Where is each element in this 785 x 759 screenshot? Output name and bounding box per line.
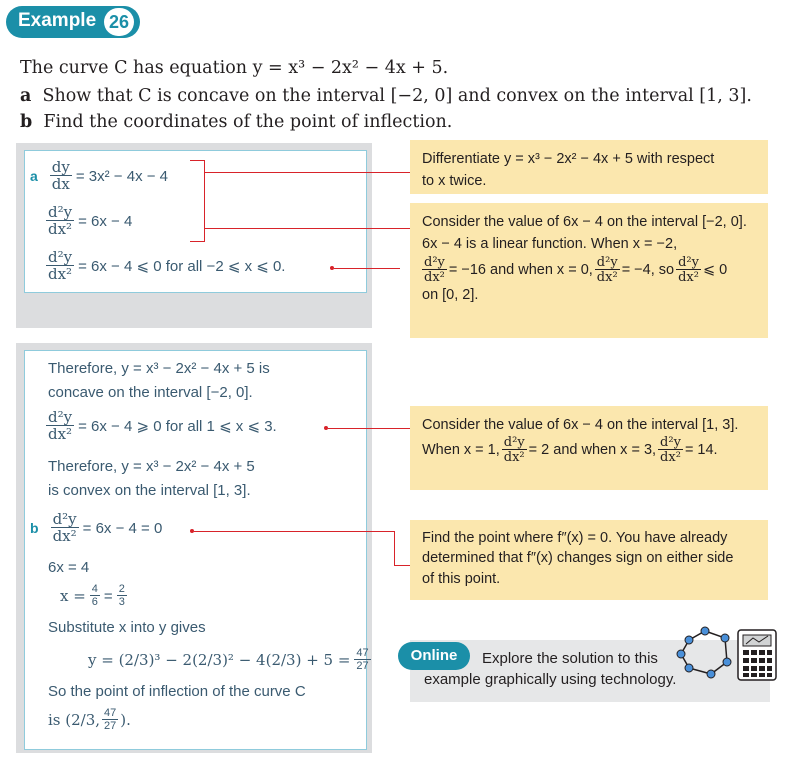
- work-line-4: [46, 410, 277, 442]
- convex-line: is convex on the interval [1, 3].: [48, 482, 251, 499]
- polygon-vertex: [707, 670, 715, 678]
- leader-note-2: [204, 228, 410, 229]
- work-line-5: [30, 512, 162, 544]
- solve-6x: 6x = 4: [48, 559, 90, 576]
- part-a-label: a: [20, 86, 32, 106]
- d2y-numerator: d²y: [678, 254, 699, 270]
- polygon-vertex: [721, 634, 729, 642]
- polygon-vertex: [685, 636, 693, 644]
- inflection-y-fraction: [102, 708, 118, 732]
- line1-rhs: = 3x² − 4x − 4: [75, 167, 169, 185]
- note3-frac-a: [502, 436, 527, 464]
- part-a-text: Show that C is concave on the interval [−2, 0] and convex on the interval [1, 3].: [42, 86, 752, 106]
- note2-line1: Consider the value of 6x − 4 on the interval [−2, 0].: [422, 214, 747, 230]
- den-27: 27: [104, 720, 117, 732]
- y-expression: y = (2/3)³ − 2(2/3)² − 4(2/3) + 5 =: [88, 651, 351, 669]
- note2-part3: ⩽ 0: [702, 261, 728, 278]
- x-prefix: x =: [60, 587, 86, 605]
- den-3: 3: [118, 596, 125, 608]
- note4-line3: of this point.: [422, 570, 501, 587]
- note2-line2: 6x − 4 is a linear function. When x = −2,: [422, 236, 678, 253]
- note3-line1: Consider the value of 6x − 4 on the interval [1, 3].: [422, 417, 739, 433]
- question-part-a: [20, 86, 752, 106]
- leader-note-1: [204, 172, 410, 173]
- dy-numerator: dy: [51, 158, 70, 176]
- d2y-numerator: d²y: [596, 254, 618, 270]
- note1-line2: to x twice.: [422, 173, 487, 190]
- dx2-denominator: dx²: [660, 450, 681, 466]
- result-fraction: [354, 648, 370, 672]
- conclusion-prefix: is (2/3,: [48, 711, 101, 729]
- leader-note-4: [394, 565, 410, 566]
- online-text-2: example graphically using technology.: [424, 671, 677, 688]
- note2-line3: [422, 256, 756, 284]
- dx2-denominator: dx²: [424, 269, 445, 285]
- note2-part1: = −16 and when x = 0,: [448, 261, 593, 278]
- polygon-vertex: [677, 650, 685, 658]
- working-a-label: a: [30, 168, 38, 184]
- num-4: 4: [91, 583, 98, 595]
- note-inflection: [410, 520, 768, 600]
- note2-frac-a: [422, 256, 447, 284]
- equals-sign: =: [103, 587, 113, 605]
- conclusion-line-1: So the point of inflection of the curve C: [48, 683, 306, 700]
- num-2: 2: [118, 583, 125, 595]
- d2y-numerator: d²y: [660, 435, 681, 451]
- conclusion-line-2: [48, 708, 131, 732]
- four-sixths: [90, 584, 100, 608]
- line2-rhs: = 6x − 4: [78, 212, 133, 230]
- note2-part2: = −4, so: [621, 261, 675, 278]
- dx2-denominator: dx²: [678, 269, 699, 285]
- online-text-1: Explore the solution to this: [482, 650, 658, 667]
- leader-line-5: [194, 531, 394, 532]
- note3-prefix: When x = 1,: [422, 442, 500, 459]
- work-line-2: [46, 205, 132, 237]
- line5-rhs: = 6x − 4 = 0: [82, 519, 163, 537]
- d2y-numerator: d²y: [48, 203, 73, 221]
- work-line-3: [46, 250, 285, 282]
- dx2-denominator: dx²: [52, 527, 77, 545]
- polygon-vertex: [685, 664, 693, 672]
- dx2-denominator: dx²: [596, 269, 618, 285]
- num-47: 47: [356, 647, 369, 659]
- dx2-denominator: dx²: [48, 425, 73, 443]
- polygon-vertex: [701, 627, 709, 635]
- bracket-line-1-2: [190, 160, 205, 242]
- concave-line: concave on the interval [−2, 0].: [48, 384, 253, 401]
- conclusion-suffix: ).: [120, 711, 131, 729]
- example-number: 26: [104, 8, 134, 36]
- d2y-dx2-fraction: [46, 410, 74, 442]
- therefore-line-1: Therefore, y = x³ − 2x² − 4x + 5 is: [48, 360, 270, 377]
- two-thirds: [117, 584, 127, 608]
- note2-line4: on [0, 2].: [422, 286, 479, 303]
- note-convex: [410, 406, 768, 490]
- d2y-numerator: d²y: [48, 248, 73, 266]
- line3-rhs: = 6x − 4 ⩽ 0 for all −2 ⩽ x ⩽ 0.: [78, 258, 286, 275]
- online-badge[interactable]: Online: [398, 642, 470, 670]
- part-b-text: Find the coordinates of the point of inflection.: [43, 112, 453, 132]
- substitute-line: Substitute x into y gives: [48, 619, 206, 636]
- example-label: Example: [18, 10, 97, 31]
- part-b-label: b: [20, 112, 33, 132]
- leader-note-3: [328, 428, 410, 429]
- note1-line1: Differentiate y = x³ − 2x² − 4x + 5 with respect: [422, 151, 715, 167]
- d2y-dx2-fraction: [46, 205, 74, 237]
- line4-rhs: = 6x − 4 ⩾ 0 for all 1 ⩽ x ⩽ 3.: [78, 418, 277, 435]
- d2y-dx2-fraction: [51, 512, 79, 544]
- note4-line1: Find the point where f″(x) = 0. You have already: [422, 530, 728, 546]
- d2y-numerator: d²y: [503, 435, 525, 451]
- y-evaluation: [88, 648, 371, 672]
- note-differentiate: [410, 140, 768, 194]
- note-concave: [410, 203, 768, 338]
- note3-frac-b: [658, 436, 683, 464]
- work-line-1: [30, 160, 168, 192]
- d2y-dx2-fraction: [46, 250, 74, 282]
- d2y-numerator: d²y: [424, 254, 445, 270]
- question-intro: The curve C has equation y = x³ − 2x² − 4x + 5.: [20, 58, 449, 78]
- x-solution: [60, 584, 127, 608]
- calculator-icon[interactable]: [736, 628, 778, 682]
- dx2-denominator: dx²: [503, 450, 525, 466]
- note2-frac-c: [676, 256, 701, 284]
- d2y-numerator: d²y: [48, 408, 73, 426]
- dx2-denominator: dx²: [48, 220, 73, 238]
- d2y-numerator: d²y: [52, 510, 77, 528]
- leader-line-3: [334, 268, 400, 269]
- dx-denominator: dx: [51, 175, 70, 193]
- dx2-denominator: dx²: [48, 265, 73, 283]
- note3-line2: [422, 436, 756, 464]
- note3-end: = 14.: [684, 442, 718, 459]
- polygon-graph-icon[interactable]: [675, 624, 735, 680]
- note3-mid: = 2 and when x = 3,: [528, 442, 657, 459]
- den-27: 27: [356, 660, 369, 672]
- question-part-b: [20, 112, 452, 132]
- num-47: 47: [104, 707, 117, 719]
- leader-elbow-5: [394, 531, 395, 565]
- den-6: 6: [91, 596, 98, 608]
- note4-line2: determined that f″(x) changes sign on either side: [422, 550, 734, 567]
- note2-frac-b: [595, 256, 620, 284]
- polygon-vertex: [723, 658, 731, 666]
- working-b-label: b: [30, 520, 39, 536]
- dy-dx-fraction: [50, 160, 72, 192]
- therefore-line-2: Therefore, y = x³ − 2x² − 4x + 5: [48, 458, 255, 475]
